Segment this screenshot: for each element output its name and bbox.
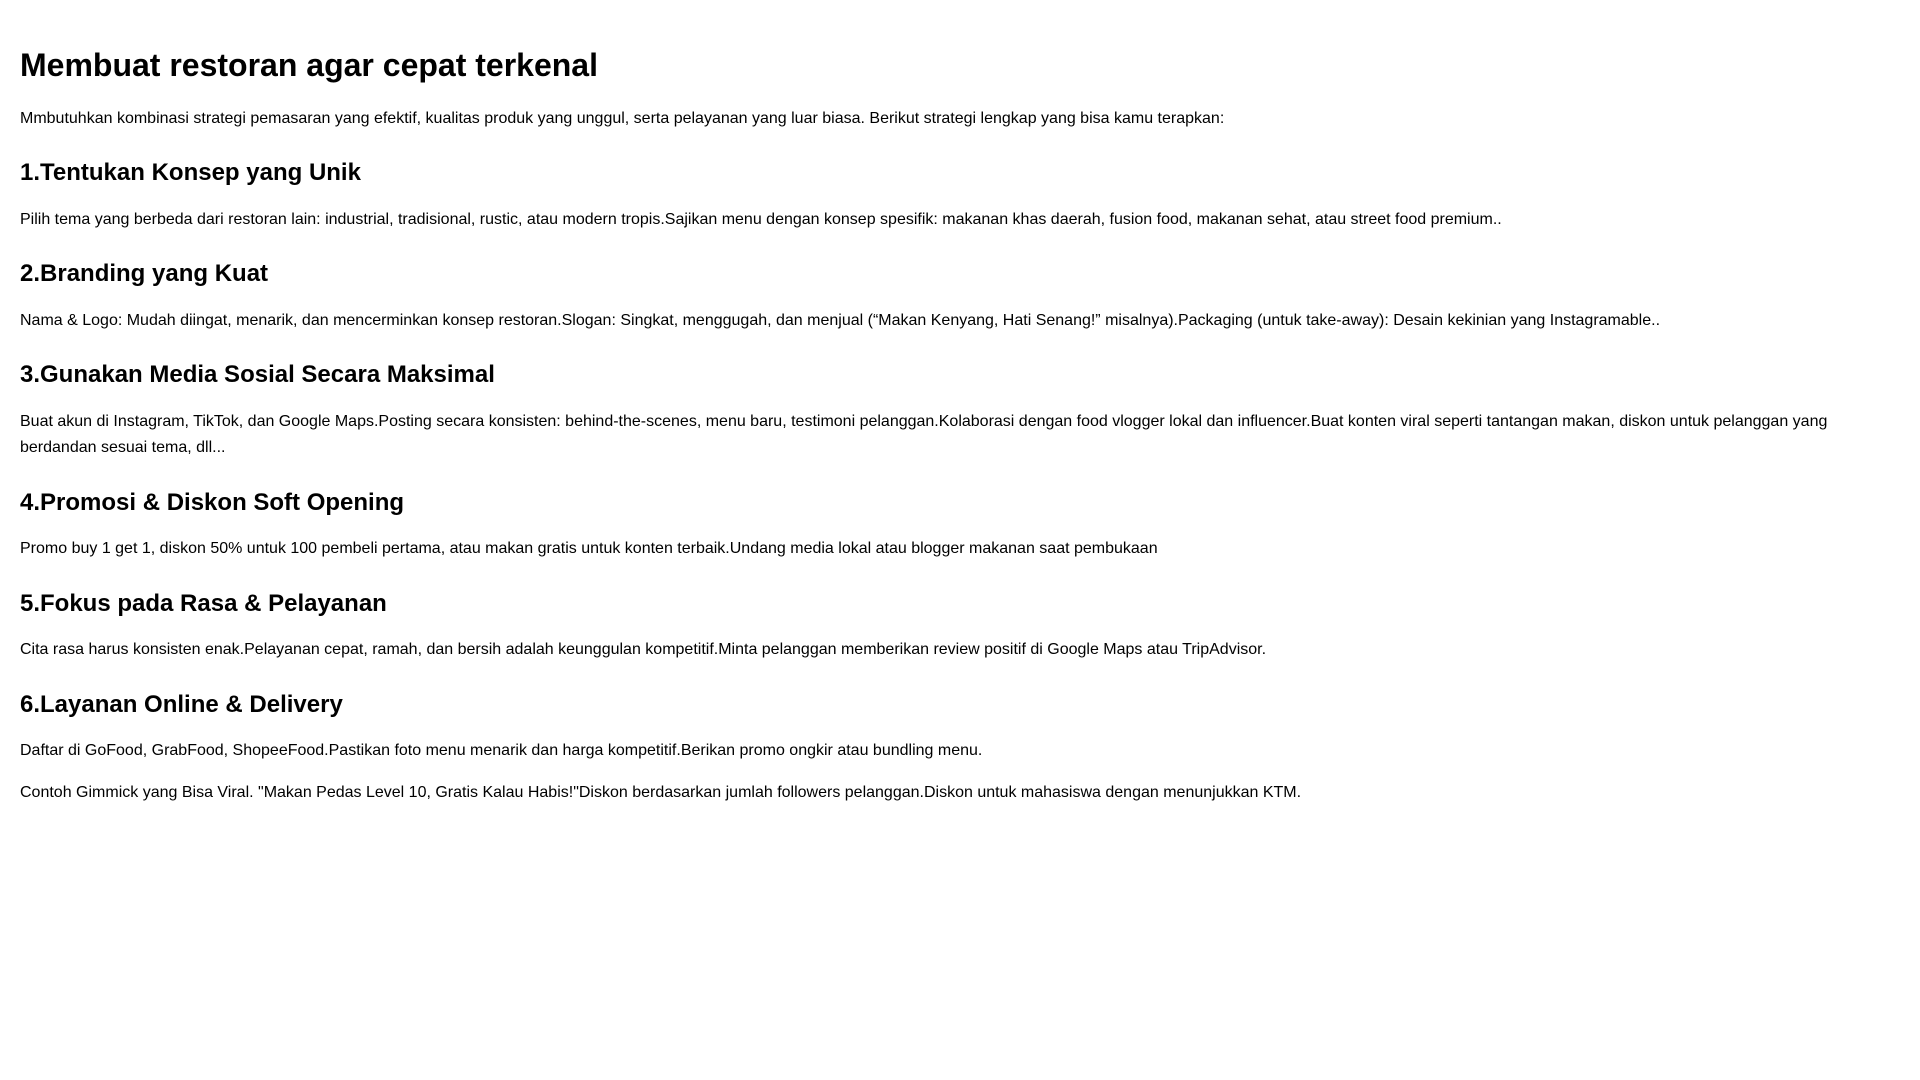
section-heading-media-sosial: 3.Gunakan Media Sosial Secara Maksimal: [20, 361, 495, 389]
page-title: Membuat restoran agar cepat terkenal: [20, 47, 598, 83]
section-body-branding: Nama & Logo: Mudah diingat, menarik, dan mencerminkan konsep restoran.Slogan: Singkat, menggugah, dan menjual (“Makan Kenyang, Hati Senang!” misalnya).Packaging (untuk take-away): Desain kekinian yang Instagramable..: [20, 311, 1661, 329]
section-heading-rasa-pelayanan: 5.Fokus pada Rasa & Pelayanan: [20, 589, 387, 617]
section-body-promosi: Promo buy 1 get 1, diskon 50% untuk 100 pembeli pertama, atau makan gratis untuk konten terbaik.Undang media lokal atau blogger makanan saat pembukaan: [20, 540, 1158, 558]
section-body-konsep: Pilih tema yang berbeda dari restoran lain: industrial, tradisional, rustic, atau modern tropis.Sajikan menu dengan konsep spesifik: makanan khas daerah, fusion food, makanan sehat, atau street food premium..: [20, 210, 1502, 228]
section-body-media-sosial: Buat akun di Instagram, TikTok, dan Google Maps.Posting secara konsisten: behind-the-scenes, menu baru, testimoni pelanggan.Kolaborasi dengan food vlogger lokal dan influencer.Buat konten viral seperti tantangan makan, diskon untuk pelanggan yang berdandan sesuai tema, dll...: [20, 412, 1828, 457]
section-heading-online-delivery: 6.Layanan Online & Delivery: [20, 690, 343, 718]
section-body-rasa-pelayanan: Cita rasa harus konsisten enak.Pelayanan cepat, ramah, dan bersih adalah keunggulan kompetitif.Minta pelanggan memberikan review positif di Google Maps atau TripAdvisor.: [20, 641, 1267, 659]
closing-paragraph: Contoh Gimmick yang Bisa Viral. "Makan Pedas Level 10, Gratis Kalau Habis!"Diskon berdasarkan jumlah followers pelanggan.Diskon untuk mahasiswa dengan menunjukkan KTM.: [20, 784, 1302, 802]
section-heading-branding: 2.Branding yang Kuat: [20, 260, 269, 288]
section-heading-konsep: 1.Tentukan Konsep yang Unik: [20, 159, 361, 187]
intro-paragraph: Mmbutuhkan kombinasi strategi pemasaran yang efektif, kualitas produk yang unggul, serta pelayanan yang luar biasa. Berikut strategi lengkap yang bisa kamu terapkan:: [20, 109, 1225, 127]
section-heading-promosi: 4.Promosi & Diskon Soft Opening: [20, 488, 405, 516]
section-body-online-delivery: Daftar di GoFood, GrabFood, ShopeeFood.Pastikan foto menu menarik dan harga kompetitif.Berikan promo ongkir atau bundling menu.: [20, 742, 983, 760]
